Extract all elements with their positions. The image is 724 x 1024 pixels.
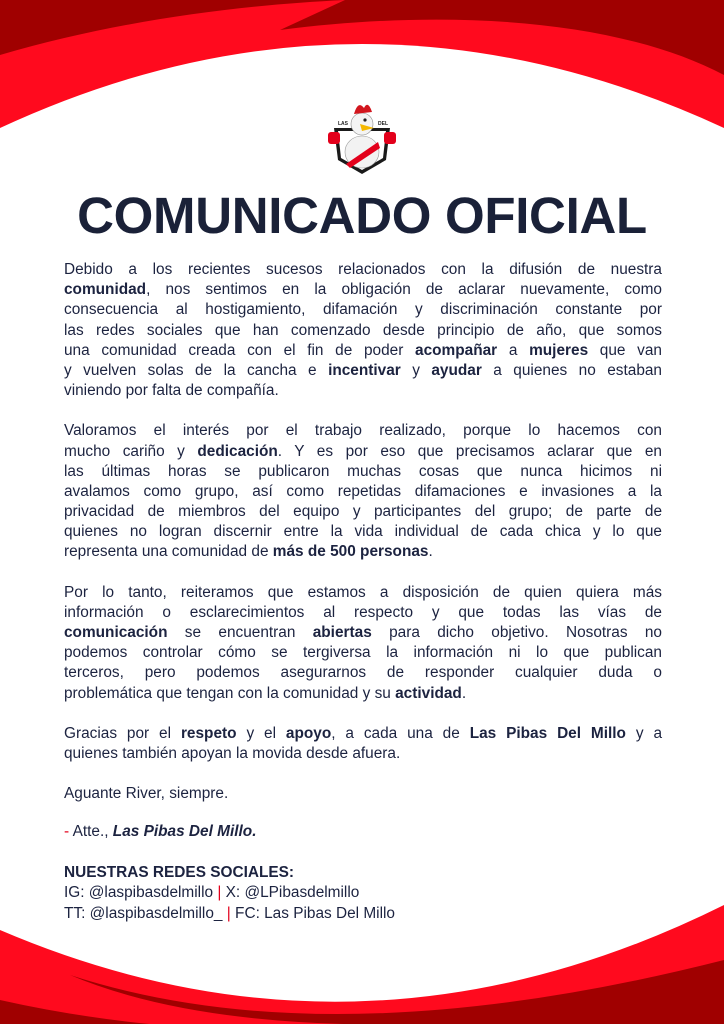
bold-text: incentivar: [328, 361, 401, 379]
signature-atte: Atte.,: [72, 823, 109, 841]
paragraph: [64, 260, 662, 401]
text-line: [64, 684, 662, 704]
text: a: [497, 341, 530, 359]
text: quienes también apoyan la movida desde afuera.: [64, 744, 401, 762]
text: problemática que tengan con la comunidad y su: [64, 684, 396, 702]
bold-text: ayudar: [431, 361, 482, 379]
socials-row: [64, 904, 662, 925]
signature-dash: -: [64, 823, 70, 841]
text: y vuelven solas de la cancha e: [64, 361, 329, 379]
bold-text: mujeres: [529, 341, 589, 359]
text-line: [64, 623, 662, 643]
text: consecuencia al hostigamiento, difamación y discriminación constante por: [64, 301, 662, 319]
text-line: [64, 421, 662, 441]
text-line: [64, 744, 662, 764]
signature: [64, 822, 662, 842]
text-line: [64, 542, 662, 562]
text-line: [64, 603, 662, 623]
text: terceros, pero podemos asegurarnos de responder cualquier duda o: [64, 664, 662, 682]
text-line: [64, 502, 662, 522]
socials-heading: NUESTRAS REDES SOCIALES:: [64, 863, 295, 881]
text: .: [461, 684, 467, 702]
socials-row: [64, 883, 662, 904]
page-title: COMUNICADO OFICIAL: [77, 187, 647, 244]
text: se encuentran: [167, 624, 313, 641]
separator: |: [226, 904, 231, 922]
text: quienes no logran discernir entre la vida individual de cada chica y lo que: [64, 523, 662, 541]
text-line: [64, 280, 662, 300]
rooster-shield-logo: [322, 98, 402, 178]
text-line: [64, 724, 662, 744]
text: a quienes no estaban: [481, 361, 662, 379]
text: información o esclarecimientos al respecto y que todas las vías de: [64, 603, 662, 621]
text: y: [400, 361, 432, 379]
text-line: [64, 381, 662, 401]
text: Debido a los recientes sucesos relacionados con la difusión de nuestra: [64, 261, 662, 278]
text-line: [64, 260, 662, 280]
bold-text: dedicación: [197, 442, 278, 460]
text-line: [64, 321, 662, 341]
bold-text: más de 500 personas: [272, 543, 429, 561]
text: las últimas horas se publicaron muchas cosas que nunca hicimos ni: [64, 462, 662, 480]
text: .: [428, 543, 433, 561]
social-x: X: @LPibasdelmillo: [225, 884, 360, 902]
social-fc: FC: Las Pibas Del Millo: [235, 904, 395, 922]
social-tt: TT: @laspibasdelmillo_: [64, 904, 223, 922]
text: avalamos como grupo, así como repetidas difamaciones e invasiones a la: [64, 482, 662, 500]
separator: |: [217, 884, 222, 902]
text: , nos sentimos en la obligación de aclarar nuevamente, como: [146, 281, 662, 299]
bold-text: comunicación: [64, 624, 168, 641]
text-line: [64, 663, 662, 683]
text-line: [64, 341, 662, 361]
bold-text: apoyo: [285, 724, 332, 742]
text: para dicho objetivo. Nosotras no: [371, 624, 662, 641]
text: viniendo por falta de compañía.: [64, 382, 279, 400]
text-line: [64, 482, 662, 502]
paragraph: [64, 724, 662, 764]
bold-text: abiertas: [312, 624, 372, 641]
text: Por lo tanto, reiteramos que estamos a disposición de quien quiera más: [64, 583, 662, 601]
text: representa una comunidad de: [64, 543, 273, 561]
text: y a: [625, 724, 663, 742]
text-line: [64, 361, 662, 381]
bold-text: comunidad: [64, 281, 147, 299]
paragraphs: [64, 260, 662, 804]
bold-text: respeto: [180, 724, 237, 742]
paragraph: [64, 784, 662, 804]
text: y el: [236, 724, 286, 742]
social-networks: [64, 863, 662, 925]
text-line: [64, 784, 662, 804]
text: , a cada una de: [331, 724, 470, 742]
bold-text: Las Pibas Del Millo: [469, 724, 626, 742]
text: Aguante River, siempre.: [64, 785, 229, 803]
text: privacidad de miembros del equipo y participantes del grupo; de parte de: [64, 503, 662, 521]
text: . Y es por eso que precisamos aclarar que en: [277, 442, 662, 460]
paragraph: [64, 421, 662, 562]
svg-text:DEL: DEL: [378, 121, 388, 127]
text-line: [64, 643, 662, 663]
text: Gracias por el: [64, 724, 181, 742]
document-body: [64, 260, 662, 924]
text: que van: [588, 341, 662, 359]
text-line: [64, 442, 662, 462]
bold-text: actividad: [395, 684, 462, 702]
text: podemos controlar cómo se tergiversa la información ni lo que publican: [64, 644, 662, 662]
text: mucho cariño y: [64, 442, 198, 460]
social-ig: IG: @laspibasdelmillo: [64, 884, 214, 902]
paragraph: [64, 583, 662, 704]
text: las redes sociales que han comenzado desde principio de año, que somos: [64, 321, 662, 339]
bold-text: acompañar: [415, 341, 498, 359]
text-line: [64, 300, 662, 320]
text: una comunidad creada con el fin de poder: [64, 341, 416, 359]
text-line: [64, 522, 662, 542]
text-line: [64, 583, 662, 603]
signature-name: Las Pibas Del Millo.: [112, 823, 257, 841]
text-line: [64, 462, 662, 482]
svg-text:LAS: LAS: [338, 121, 348, 127]
text: Valoramos el interés por el trabajo realizado, porque lo hacemos con: [64, 422, 662, 440]
